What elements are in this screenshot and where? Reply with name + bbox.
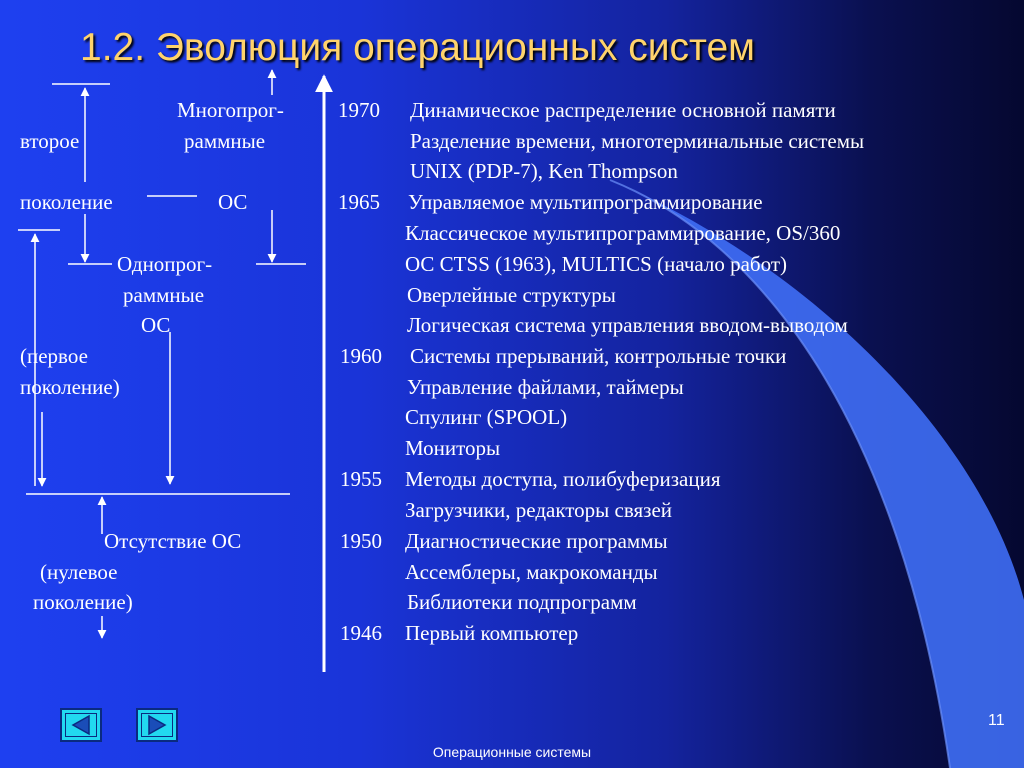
year-1970: 1970 xyxy=(338,98,380,122)
timeline-item: Управляемое мультипрограммирование xyxy=(408,190,763,214)
year-1965: 1965 xyxy=(338,190,380,214)
timeline-item: Логическая система управления вводом-выводом xyxy=(407,313,848,337)
year-1946: 1946 xyxy=(340,621,382,645)
timeline-item: ОС CTSS (1963), MULTICS (начало работ) xyxy=(405,252,788,276)
timeline-item: Первый компьютер xyxy=(405,621,579,645)
first-generation-label: (первое xyxy=(20,344,88,368)
zero-generation-label: (нулевое xyxy=(40,560,118,584)
next-slide-button[interactable] xyxy=(136,708,178,742)
year-1955: 1955 xyxy=(340,467,382,491)
timeline-item: Спулинг (SPOOL) xyxy=(405,405,568,429)
singleprogram-os-label-os: ОС xyxy=(141,313,171,337)
first-generation-label-cont: поколение) xyxy=(20,375,120,399)
generation-label: поколение xyxy=(20,190,113,214)
slide-title: 1.2. Эволюция операционных систем xyxy=(80,26,755,69)
timeline-item: Динамическое распределение основной памяти xyxy=(410,98,836,122)
slide-number: 11 xyxy=(988,712,1005,729)
timeline-item: Классическое мультипрограммирование, OS/360 xyxy=(405,221,841,245)
arrow-right-icon xyxy=(136,708,178,742)
timeline-item: Диагностические программы xyxy=(405,529,668,553)
timeline-item: Загрузчики, редакторы связей xyxy=(405,498,673,522)
timeline-item: Оверлейные структуры xyxy=(407,283,616,307)
singleprogram-os-label: Однопрог- xyxy=(117,252,213,276)
timeline-item: Ассемблеры, макрокоманды xyxy=(405,560,658,584)
timeline-item: Библиотеки подпрограмм xyxy=(407,590,637,614)
timeline-item: Мониторы xyxy=(405,436,501,460)
os-label: ОС xyxy=(218,190,248,214)
multiprogram-os-label: Многопрог- xyxy=(177,98,284,122)
no-os-label: Отсутствие ОС xyxy=(104,529,242,553)
timeline-item: UNIX (PDP-7), Ken Thompson xyxy=(410,159,678,183)
year-1950: 1950 xyxy=(340,529,382,553)
arrow-left-icon xyxy=(60,708,102,742)
timeline-item: Разделение времени, многотерминальные системы xyxy=(410,129,865,153)
footer-text: Операционные системы xyxy=(432,744,592,760)
timeline-item: Методы доступа, полибуферизация xyxy=(405,467,721,491)
timeline-item: Системы прерываний, контрольные точки xyxy=(410,344,787,368)
prev-slide-button[interactable] xyxy=(60,708,102,742)
multiprogram-os-label-cont: раммные xyxy=(184,129,266,153)
timeline-item: Управление файлами, таймеры xyxy=(407,375,684,399)
singleprogram-os-label-cont: раммные xyxy=(123,283,205,307)
second-generation-label: второе xyxy=(20,129,80,153)
year-1960: 1960 xyxy=(340,344,382,368)
zero-generation-label-cont: поколение) xyxy=(33,590,133,614)
